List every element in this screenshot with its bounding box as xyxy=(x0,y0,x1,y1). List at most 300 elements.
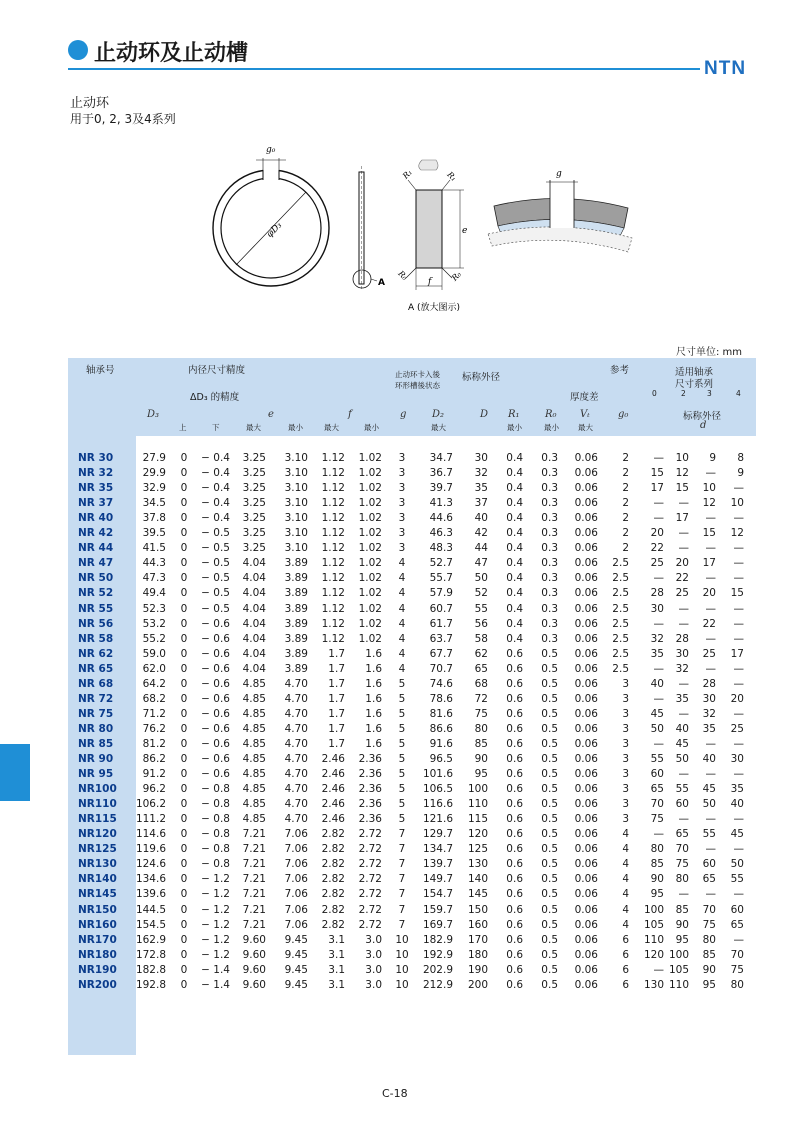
table-cell: 2.72 xyxy=(358,873,382,886)
sub-lower: 下 xyxy=(212,423,220,432)
table-cell: 0 xyxy=(180,497,188,510)
table-cell: 55 xyxy=(702,828,716,841)
table-cell: 1.12 xyxy=(321,632,345,645)
table-cell: 0.06 xyxy=(574,753,598,765)
table-cell: 0 xyxy=(180,828,188,841)
table-cell: 85 xyxy=(702,948,716,961)
table-cell: 5 xyxy=(398,692,406,705)
table-cell: 2.72 xyxy=(358,918,382,931)
table-cell: 28 xyxy=(650,587,664,600)
table-cell: 4.70 xyxy=(284,707,308,720)
table-cell: 4.85 xyxy=(242,783,266,796)
table-cell: 75 xyxy=(650,813,664,826)
table-cell: 2.82 xyxy=(321,873,345,886)
table-cell: 139.6 xyxy=(135,888,166,901)
table-cell: 4 xyxy=(622,903,629,916)
table-cell: 0.06 xyxy=(574,888,598,901)
table-cell: 76.2 xyxy=(142,722,166,735)
table-cell: 4 xyxy=(398,632,406,645)
table-cell: − 0.6 xyxy=(201,647,230,660)
table-cell: 4 xyxy=(398,662,406,675)
table-cell: 40 xyxy=(474,512,488,525)
table-cell: 7.06 xyxy=(284,903,308,916)
table-cell: 0.4 xyxy=(506,542,523,555)
table-cell: 130 xyxy=(467,858,488,871)
table-cell: 60.7 xyxy=(429,602,453,615)
table-cell: 0.5 xyxy=(541,948,558,961)
table-cell: 3.1 xyxy=(328,948,345,961)
table-cell: — xyxy=(705,512,716,525)
table-cell: 0.06 xyxy=(574,858,598,871)
table-cell: 134.6 xyxy=(135,873,166,886)
table-cell: 4.85 xyxy=(242,798,266,811)
table-cell: 96.2 xyxy=(142,783,166,796)
table-cell: 2 xyxy=(622,542,629,555)
table-cell: 55 xyxy=(474,602,488,615)
table-cell: 3.25 xyxy=(242,542,266,555)
bearing-designation: NR 55 xyxy=(78,602,114,615)
table-cell: 22 xyxy=(650,542,664,555)
table-cell: 25 xyxy=(675,587,689,600)
table-cell: 4 xyxy=(622,873,629,886)
table-cell: 3.0 xyxy=(365,933,382,946)
table-cell: 0 xyxy=(180,452,188,464)
table-cell: 2.72 xyxy=(358,828,382,841)
table-cell: — xyxy=(733,572,744,585)
table-cell: — xyxy=(653,828,664,841)
table-cell: 0.06 xyxy=(574,963,598,976)
table-cell: 1.02 xyxy=(358,527,382,540)
sym-g0: g₀ xyxy=(618,409,629,420)
table-cell: 2.5 xyxy=(612,587,629,600)
table-cell: 3 xyxy=(622,768,629,781)
table-cell: 159.7 xyxy=(422,903,453,916)
table-cell: 40 xyxy=(675,722,689,735)
table-cell: 149.7 xyxy=(422,873,453,886)
table-cell: 7.06 xyxy=(284,888,308,901)
table-cell: 129.7 xyxy=(422,828,453,841)
header-series-2: 2 xyxy=(681,389,686,398)
table-cell: 0.5 xyxy=(541,647,558,660)
table-cell: 2.46 xyxy=(321,783,345,796)
table-cell: 4 xyxy=(398,572,406,585)
table-cell: 4 xyxy=(398,587,406,600)
table-cell: 0 xyxy=(180,903,188,916)
table-cell: 12 xyxy=(730,527,744,540)
sub-min-e: 最小 xyxy=(288,423,303,432)
table-cell: 50 xyxy=(702,798,716,811)
table-cell: 0.06 xyxy=(574,602,598,615)
label-r1-right: R₁ xyxy=(445,170,459,183)
table-cell: 3 xyxy=(622,737,629,750)
table-cell: 80 xyxy=(730,978,744,991)
table-cell: 0.6 xyxy=(506,963,523,976)
table-cell: 1.02 xyxy=(358,542,382,555)
table-row xyxy=(0,481,793,496)
table-cell: 90 xyxy=(675,918,689,931)
table-cell: 0 xyxy=(180,753,188,765)
table-cell: 2.82 xyxy=(321,903,345,916)
table-cell: − 0.6 xyxy=(201,617,230,630)
table-cell: 0.06 xyxy=(574,813,598,826)
table-cell: 67.7 xyxy=(429,647,453,660)
table-cell: — xyxy=(705,662,716,675)
table-cell: 85 xyxy=(675,903,689,916)
table-cell: 105 xyxy=(668,963,689,976)
table-cell: 9.60 xyxy=(242,948,266,961)
table-cell: 4.04 xyxy=(242,572,266,585)
table-cell: − 0.6 xyxy=(201,722,230,735)
table-cell: 50 xyxy=(474,572,488,585)
table-cell: 134.7 xyxy=(422,843,453,856)
bearing-designation: NR170 xyxy=(78,933,117,946)
table-cell: 3.89 xyxy=(284,647,308,660)
table-cell: 9.45 xyxy=(284,933,308,946)
table-cell: 182.8 xyxy=(135,963,166,976)
table-cell: — xyxy=(678,707,689,720)
table-cell: 0.6 xyxy=(506,948,523,961)
table-cell: 65 xyxy=(702,873,716,886)
table-cell: 10 xyxy=(702,482,716,495)
sub-max-vt: 最大 xyxy=(578,423,593,432)
table-cell: — xyxy=(705,888,716,901)
sym-f: f xyxy=(348,409,352,420)
table-cell: 0.5 xyxy=(541,768,558,781)
table-cell: − 0.8 xyxy=(201,798,230,811)
table-cell: 5 xyxy=(398,722,406,735)
table-row xyxy=(0,857,793,872)
label-r0-right: R₀ xyxy=(450,269,463,283)
table-cell: 34.5 xyxy=(142,497,166,510)
table-cell: − 1.2 xyxy=(201,888,230,901)
table-cell: 2.5 xyxy=(612,602,629,615)
table-cell: 4.70 xyxy=(284,722,308,735)
table-cell: 95 xyxy=(702,978,716,991)
section-subtitle: 用于0, 2, 3及4系列 xyxy=(70,112,176,126)
table-cell: 1.7 xyxy=(328,737,345,750)
table-cell: 1.12 xyxy=(321,497,345,510)
sym-r0: R₀ xyxy=(545,409,557,420)
table-cell: 0.6 xyxy=(506,753,523,765)
table-cell: 2.36 xyxy=(358,783,382,796)
table-cell: 65 xyxy=(675,828,689,841)
table-cell: 41.5 xyxy=(142,542,166,555)
table-cell: 0.3 xyxy=(541,467,558,480)
table-cell: 20 xyxy=(675,557,689,570)
table-cell: 119.6 xyxy=(135,843,166,856)
header-bearing: 轴承号 xyxy=(86,365,115,376)
table-cell: 0 xyxy=(180,768,188,781)
table-cell: 1.12 xyxy=(321,482,345,495)
table-cell: 3.25 xyxy=(242,452,266,464)
table-cell: 28 xyxy=(702,677,716,690)
table-cell: 40 xyxy=(702,753,716,765)
table-cell: 120 xyxy=(643,948,664,961)
bearing-designation: NR100 xyxy=(78,783,117,796)
table-cell: 32.9 xyxy=(142,482,166,495)
table-cell: 130 xyxy=(643,978,664,991)
table-cell: 4 xyxy=(622,918,629,931)
table-cell: 0.06 xyxy=(574,737,598,750)
table-cell: 0.3 xyxy=(541,587,558,600)
table-cell: 47.3 xyxy=(142,572,166,585)
sub-max-d2: 最大 xyxy=(431,423,446,432)
table-cell: 10 xyxy=(675,452,689,464)
table-cell: 0.06 xyxy=(574,918,598,931)
table-cell: 1.02 xyxy=(358,632,382,645)
table-cell: − 0.6 xyxy=(201,677,230,690)
table-row xyxy=(0,737,793,752)
table-cell: 0.6 xyxy=(506,843,523,856)
section-title: 止动环 xyxy=(70,96,110,111)
detail-mark: A xyxy=(378,278,385,288)
table-cell: 30 xyxy=(675,647,689,660)
label-g0: g₀ xyxy=(266,145,276,155)
table-cell: — xyxy=(733,707,744,720)
table-cell: 60 xyxy=(650,768,664,781)
bearing-designation: NR125 xyxy=(78,843,117,856)
bearing-designation: NR130 xyxy=(78,858,117,871)
table-cell: 0.06 xyxy=(574,903,598,916)
table-cell: — xyxy=(653,512,664,525)
label-g: g xyxy=(556,169,562,179)
table-row xyxy=(0,767,793,782)
table-cell: 70 xyxy=(675,843,689,856)
table-cell: — xyxy=(733,557,744,570)
table-cell: 64.2 xyxy=(142,677,166,690)
table-cell: 63.7 xyxy=(429,632,453,645)
table-cell: 0.6 xyxy=(506,918,523,931)
table-cell: 0.3 xyxy=(541,452,558,464)
table-cell: 192.8 xyxy=(135,978,166,991)
table-cell: 45 xyxy=(730,828,744,841)
table-cell: 45 xyxy=(650,707,664,720)
table-cell: 0.06 xyxy=(574,557,598,570)
table-cell: − 0.6 xyxy=(201,768,230,781)
table-cell: 0.4 xyxy=(506,587,523,600)
table-cell: − 1.2 xyxy=(201,903,230,916)
table-cell: 37.8 xyxy=(142,512,166,525)
table-cell: 90 xyxy=(474,753,488,765)
table-cell: 100 xyxy=(467,783,488,796)
table-cell: — xyxy=(733,768,744,781)
table-cell: 12 xyxy=(702,497,716,510)
table-cell: 2.36 xyxy=(358,768,382,781)
table-cell: 7.06 xyxy=(284,828,308,841)
table-cell: − 1.2 xyxy=(201,933,230,946)
table-row xyxy=(0,872,793,887)
table-cell: 0 xyxy=(180,692,188,705)
table-row xyxy=(0,451,793,466)
table-cell: 5 xyxy=(398,737,406,750)
table-cell: 0 xyxy=(180,527,188,540)
table-cell: 36.7 xyxy=(429,467,453,480)
table-cell: 3 xyxy=(622,677,629,690)
bearing-designation: NR 42 xyxy=(78,527,114,540)
table-cell: 0 xyxy=(180,467,188,480)
table-cell: − 0.6 xyxy=(201,662,230,675)
table-cell: 5 xyxy=(398,813,406,826)
table-cell: 0 xyxy=(180,632,188,645)
table-cell: 2.82 xyxy=(321,918,345,931)
table-cell: 0.06 xyxy=(574,632,598,645)
table-cell: 3 xyxy=(622,753,629,765)
table-cell: 3.10 xyxy=(284,482,308,495)
table-cell: 50 xyxy=(730,858,744,871)
table-cell: 68.2 xyxy=(142,692,166,705)
table-cell: 7 xyxy=(398,873,406,886)
table-cell: 7 xyxy=(398,903,406,916)
table-cell: 2.5 xyxy=(612,557,629,570)
table-cell: 80 xyxy=(675,873,689,886)
table-row xyxy=(0,466,793,481)
table-cell: 52 xyxy=(474,587,488,600)
bearing-designation: NR 40 xyxy=(78,512,114,525)
table-cell: 0.5 xyxy=(541,903,558,916)
table-cell: 7.06 xyxy=(284,873,308,886)
table-cell: − 0.8 xyxy=(201,783,230,796)
table-cell: 2 xyxy=(622,467,629,480)
table-cell: 116.6 xyxy=(422,798,453,811)
table-cell: 115 xyxy=(467,813,488,826)
table-cell: 0.3 xyxy=(541,542,558,555)
table-row xyxy=(0,602,793,617)
table-cell: 0.3 xyxy=(541,512,558,525)
header-thickness-diff: 厚度差 xyxy=(570,392,599,403)
table-cell: 1.02 xyxy=(358,452,382,464)
table-cell: − 0.8 xyxy=(201,843,230,856)
table-row xyxy=(0,526,793,541)
table-cell: 95 xyxy=(675,933,689,946)
table-cell: 58 xyxy=(474,632,488,645)
table-cell: 4.04 xyxy=(242,647,266,660)
bearing-designation: NR 75 xyxy=(78,707,114,720)
table-cell: 0.4 xyxy=(506,572,523,585)
table-cell: 30 xyxy=(474,452,488,464)
bearing-designation: NR 30 xyxy=(78,452,114,464)
table-cell: 4.85 xyxy=(242,737,266,750)
table-cell: 110 xyxy=(467,798,488,811)
table-cell: 4.85 xyxy=(242,813,266,826)
table-cell: 0.6 xyxy=(506,858,523,871)
table-row xyxy=(0,556,793,571)
label-e: e xyxy=(462,226,468,236)
table-cell: 0.06 xyxy=(574,452,598,464)
table-cell: 114.6 xyxy=(135,828,166,841)
table-cell: 30 xyxy=(650,602,664,615)
sub-min-f: 最小 xyxy=(364,423,379,432)
table-cell: — xyxy=(733,813,744,826)
table-cell: — xyxy=(653,452,664,464)
table-row xyxy=(0,887,793,902)
brand-logo: NTN xyxy=(704,58,747,79)
table-cell: 202.9 xyxy=(422,963,453,976)
table-cell: 0.06 xyxy=(574,647,598,660)
table-cell: 3 xyxy=(398,527,406,540)
table-cell: 0 xyxy=(180,722,188,735)
table-cell: 30 xyxy=(702,692,716,705)
table-cell: 0.06 xyxy=(574,467,598,480)
table-cell: 41.3 xyxy=(429,497,453,510)
table-cell: 55.2 xyxy=(142,632,166,645)
table-cell: 4.04 xyxy=(242,662,266,675)
table-cell: 0 xyxy=(180,482,188,495)
table-cell: 5 xyxy=(398,677,406,690)
table-cell: — xyxy=(705,572,716,585)
table-cell: 1.6 xyxy=(365,647,382,660)
bearing-designation: NR115 xyxy=(78,813,117,826)
table-cell: 1.7 xyxy=(328,647,345,660)
table-cell: 120 xyxy=(467,828,488,841)
label-r0-left: R₀ xyxy=(396,269,410,282)
table-cell: — xyxy=(705,467,716,480)
table-cell: 81.2 xyxy=(142,737,166,750)
table-cell: 0 xyxy=(180,873,188,886)
table-cell: 0.06 xyxy=(574,587,598,600)
table-cell: 0 xyxy=(180,677,188,690)
table-cell: 1.12 xyxy=(321,602,345,615)
table-cell: − 0.8 xyxy=(201,828,230,841)
sym-d2: D₂ xyxy=(432,409,445,420)
table-cell: 2.36 xyxy=(358,798,382,811)
table-cell: 1.7 xyxy=(328,662,345,675)
header-applicable-1: 适用轴承 xyxy=(675,367,714,378)
table-cell: 1.7 xyxy=(328,677,345,690)
table-cell: 1.12 xyxy=(321,512,345,525)
table-cell: 4.85 xyxy=(242,768,266,781)
bearing-designation: NR 52 xyxy=(78,587,114,600)
sym-d3: D₃ xyxy=(147,409,160,420)
table-cell: — xyxy=(653,692,664,705)
table-cell: 200 xyxy=(467,978,488,991)
table-cell: 4.04 xyxy=(242,557,266,570)
table-cell: 4.04 xyxy=(242,632,266,645)
table-cell: 0.06 xyxy=(574,798,598,811)
table-cell: 169.7 xyxy=(422,918,453,931)
table-cell: 0.6 xyxy=(506,722,523,735)
table-row xyxy=(0,496,793,511)
table-cell: 45 xyxy=(702,783,716,796)
table-cell: 3 xyxy=(398,512,406,525)
table-row xyxy=(0,948,793,963)
table-cell: 0.06 xyxy=(574,843,598,856)
table-cell: 0.5 xyxy=(541,737,558,750)
table-cell: — xyxy=(733,677,744,690)
table-cell: 3.10 xyxy=(284,512,308,525)
table-cell: 0.3 xyxy=(541,617,558,630)
table-cell: 0.6 xyxy=(506,873,523,886)
table-cell: 0.5 xyxy=(541,933,558,946)
table-cell: 1.02 xyxy=(358,467,382,480)
table-cell: 65 xyxy=(474,662,488,675)
table-row xyxy=(0,722,793,737)
table-cell: 95 xyxy=(474,768,488,781)
table-cell: 124.6 xyxy=(135,858,166,871)
bearing-designation: NR150 xyxy=(78,903,117,916)
table-cell: 3.10 xyxy=(284,467,308,480)
table-cell: 0.5 xyxy=(541,662,558,675)
table-cell: 0.4 xyxy=(506,602,523,615)
table-cell: 2.46 xyxy=(321,813,345,826)
table-cell: 0.4 xyxy=(506,632,523,645)
sym-d: d xyxy=(700,420,707,431)
table-cell: 105 xyxy=(643,918,664,931)
table-cell: 28 xyxy=(675,632,689,645)
table-cell: 3.10 xyxy=(284,497,308,510)
table-cell: 7.21 xyxy=(242,888,266,901)
bearing-designation: NR 65 xyxy=(78,662,114,675)
table-cell: 60 xyxy=(675,798,689,811)
